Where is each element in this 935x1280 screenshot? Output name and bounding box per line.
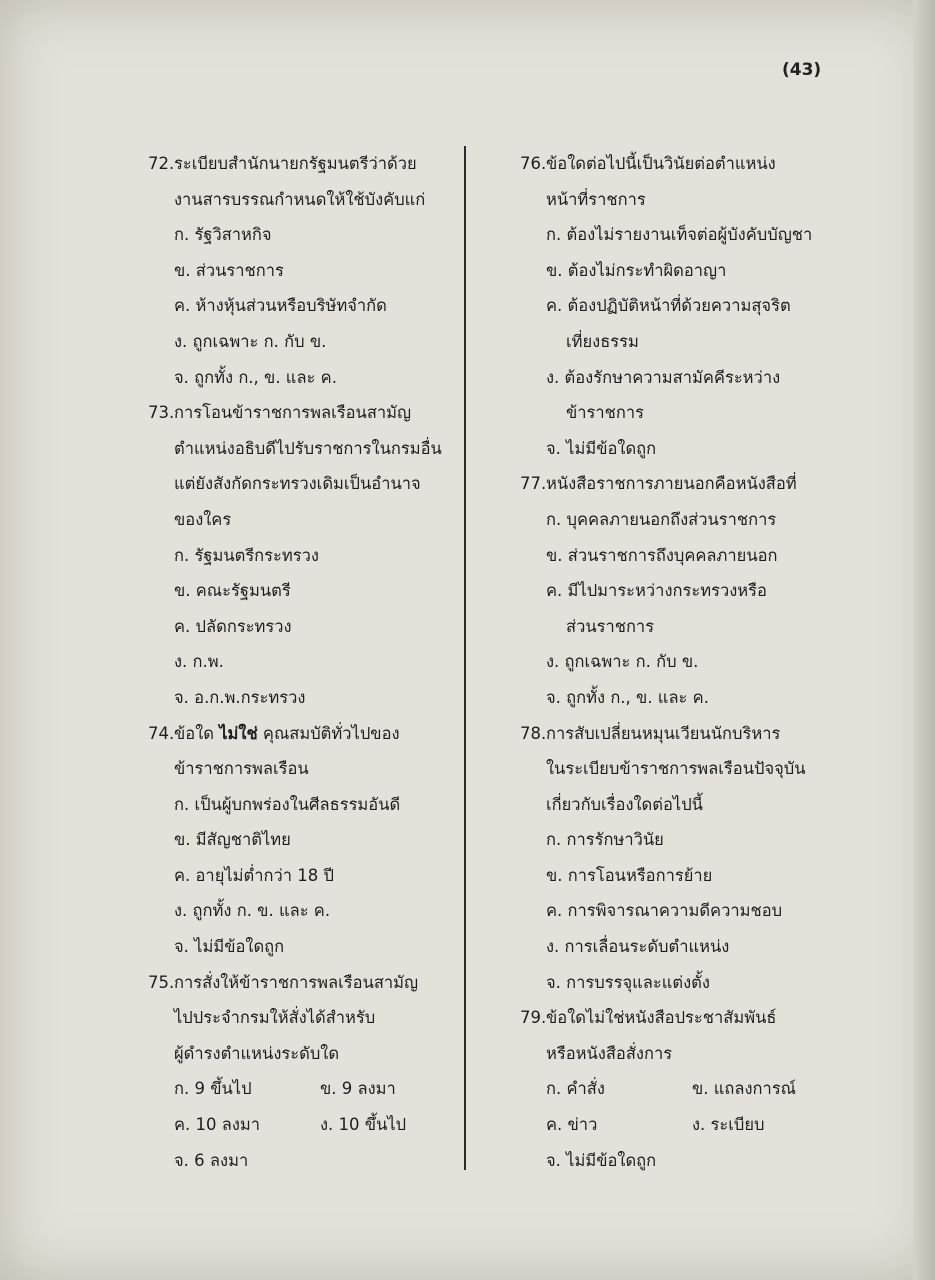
q77-option-c: ค. มีไปมาระหว่างกระทรวงหรือ [546,581,767,601]
question-79-cont: หรือหนังสือสั่งการ [546,1043,673,1063]
q77-option-e: จ. ถูกทั้ง ก., ข. และ ค. [546,687,709,707]
question-73-cont-3: ของใคร [174,509,232,529]
q75-option-e: จ. 6 ลงมา [174,1150,249,1170]
q75-option-a: ก. 9 ขึ้นไป [174,1079,252,1099]
q77-option-c-cont: ส่วนราชการ [566,616,655,636]
q72-option-e: จ. ถูกทั้ง ก., ข. และ ค. [174,367,337,387]
question-74-cont: ข้าราชการพลเรือน [174,759,309,779]
question-78-cont-2: เกี่ยวกับเรื่องใดต่อไปนี้ [546,794,703,814]
question-75: 75.การสั่งให้ข้าราชการพลเรือนสามัญ [148,972,419,992]
q76-option-b: ข. ต้องไม่กระทำผิดอาญา [546,260,727,280]
page-edge [913,0,935,1280]
q76-option-e: จ. ไม่มีข้อใดถูก [546,438,657,458]
question-74: 74.ข้อใด ไม่ใช่ คุณสมบัติทั่วไปของ [148,723,400,743]
q75-options-row-1 [148,1071,448,1107]
right-column [520,146,820,1178]
q72-option-c: ค. ห้างหุ้นส่วนหรือบริษัทจำกัด [174,296,387,316]
left-column [148,146,448,1178]
question-72: 72.ระเบียบสำนักนายกรัฐมนตรีว่าด้วย [148,154,417,173]
q79-option-e: จ. ไม่มีข้อใดถูก [546,1150,657,1170]
question-78: 78.การสับเปลี่ยนหมุนเวียนนักบริหาร [520,723,781,743]
q79-options-row-1 [520,1071,820,1107]
q78-option-d: ง. การเลื่อนระดับตำแหน่ง [546,937,730,957]
q76-option-d-cont: ข้าราชการ [566,403,644,423]
q74-option-a: ก. เป็นผู้บกพร่องในศีลธรรมอันดี [174,794,401,814]
q73-option-a: ก. รัฐมนตรีกระทรวง [174,545,319,565]
q79-option-c: ค. ข่าว [546,1115,598,1135]
q74-option-c: ค. อายุไม่ต่ำกว่า 18 ปี [174,865,335,885]
question-79: 79.ข้อใดไม่ใช่หนังสือประชาสัมพันธ์ [520,1008,777,1028]
q73-option-d: ง. ก.พ. [174,652,224,672]
q77-option-a: ก. บุคคลภายนอกถึงส่วนราชการ [546,509,777,529]
q72-option-a: ก. รัฐวิสาหกิจ [174,225,272,245]
q75-option-d: ง. 10 ขึ้นไป [320,1115,407,1135]
q79-option-b: ข. แถลงการณ์ [692,1079,796,1099]
question-72-cont: งานสารบรรณกำหนดให้ใช้บังคับแก่ [174,189,426,209]
question-78-cont-1: ในระเบียบข้าราชการพลเรือนปัจจุบัน [546,759,806,779]
q74-option-d: ง. ถูกทั้ง ก. ข. และ ค. [174,901,331,921]
question-75-cont-1: ไปประจำกรมให้สั่งได้สำหรับ [174,1008,376,1028]
q72-option-d: ง. ถูกเฉพาะ ก. กับ ข. [174,331,327,351]
q75-option-c: ค. 10 ลงมา [174,1115,261,1135]
q79-options-row-2 [520,1107,820,1143]
question-73-cont-1: ตำแหน่งอธิบดีไปรับราชการในกรมอื่น [174,438,442,458]
page-number: (43) [782,60,822,80]
q72-option-b: ข. ส่วนราชการ [174,260,284,280]
q76-option-c-cont: เที่ยงธรรม [566,331,639,351]
q76-option-a: ก. ต้องไม่รายงานเท็จต่อผู้บังคับบัญชา [546,225,813,245]
emphasis-not: ไม่ใช่ [219,723,258,743]
question-76: 76.ข้อใดต่อไปนี้เป็นวินัยต่อตำแหน่ง [520,154,776,173]
q78-option-b: ข. การโอนหรือการย้าย [546,865,713,885]
q73-option-c: ค. ปลัดกระทรวง [174,616,292,636]
question-76-cont: หน้าที่ราชการ [546,189,646,209]
q77-option-d: ง. ถูกเฉพาะ ก. กับ ข. [546,652,699,672]
q78-option-c: ค. การพิจารณาความดีความชอบ [546,901,783,921]
q73-option-e: จ. อ.ก.พ.กระทรวง [174,687,306,707]
q75-option-b: ข. 9 ลงมา [320,1079,396,1099]
q78-option-a: ก. การรักษาวินัย [546,830,664,850]
q76-option-d: ง. ต้องรักษาความสามัคคีระหว่าง [546,367,781,387]
question-73: 73.การโอนข้าราชการพลเรือนสามัญ [148,403,412,423]
q73-option-b: ข. คณะรัฐมนตรี [174,581,291,601]
question-77: 77.หนังสือราชการภายนอกคือหนังสือที่ [520,474,797,494]
question-75-cont-2: ผู้ดำรงตำแหน่งระดับใด [174,1043,340,1063]
q79-option-a: ก. คำสั่ง [546,1079,605,1099]
question-73-cont-2: แต่ยังสังกัดกระทรวงเดิมเป็นอำนาจ [174,474,421,494]
q74-option-b: ข. มีสัญชาติไทย [174,830,291,850]
q78-option-e: จ. การบรรจุและแต่งตั้ง [546,972,710,992]
column-divider [464,146,466,1170]
q76-option-c: ค. ต้องปฏิบัติหน้าที่ด้วยความสุจริต [546,296,791,316]
q75-options-row-2 [148,1107,448,1143]
q74-option-e: จ. ไม่มีข้อใดถูก [174,937,285,957]
q79-option-d: ง. ระเบียบ [692,1115,765,1135]
q77-option-b: ข. ส่วนราชการถึงบุคคลภายนอก [546,545,778,565]
